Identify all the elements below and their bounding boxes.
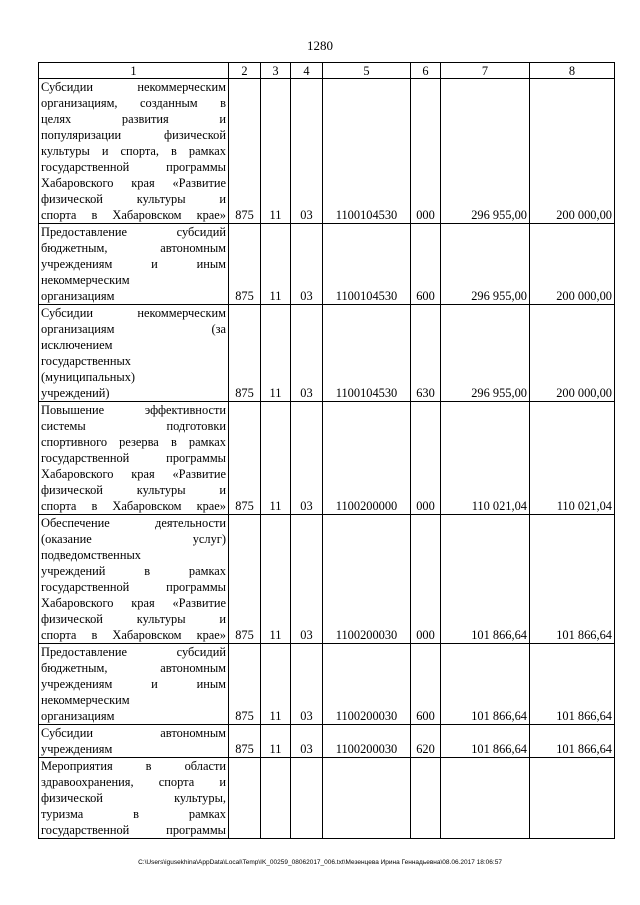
description-line: Предоставление субсидий	[41, 225, 226, 239]
table-row-continued	[39, 758, 615, 839]
amount-2018: 101 866,64	[530, 644, 615, 725]
target-code: 1100200030	[323, 515, 411, 644]
row-description	[39, 402, 229, 515]
table-row	[39, 79, 615, 224]
description-line: учреждений в рамках	[41, 564, 226, 578]
amount-2017: 101 866,64	[441, 515, 530, 644]
empty-cell	[261, 758, 291, 839]
row-description	[39, 305, 229, 402]
column-header: 4	[291, 63, 323, 79]
section-code: 11	[261, 402, 291, 515]
description-line: Мероприятия в области	[41, 759, 226, 773]
empty-cell	[291, 758, 323, 839]
description-line: физической культуры,	[41, 791, 226, 805]
empty-cell	[323, 758, 411, 839]
subsection-code: 03	[291, 305, 323, 402]
subsection-code: 03	[291, 224, 323, 305]
description-line: учреждений)	[41, 386, 110, 400]
description-line: организациям, созданным в	[41, 96, 226, 110]
section-code: 11	[261, 644, 291, 725]
description-line: Повышение эффективности	[41, 403, 226, 417]
description-line: организациям	[41, 709, 115, 723]
description-line: бюджетным, автономным	[41, 241, 226, 255]
description-line: (муниципальных)	[41, 370, 136, 384]
section-code: 11	[261, 725, 291, 758]
description-line: Субсидии некоммерческим	[41, 306, 226, 320]
column-header: 3	[261, 63, 291, 79]
description-line: организациям	[41, 289, 115, 303]
target-code: 1100104530	[323, 224, 411, 305]
subsection-code: 03	[291, 725, 323, 758]
target-code: 1100200000	[323, 402, 411, 515]
admin-code: 875	[229, 725, 261, 758]
description-line: подведомственных	[41, 548, 141, 562]
amount-2018: 101 866,64	[530, 515, 615, 644]
amount-2017: 296 955,00	[441, 224, 530, 305]
column-header: 1	[39, 63, 229, 79]
description-line: (оказание услуг)	[41, 532, 226, 546]
table-row	[39, 725, 615, 758]
description-line: учреждениям и иным	[41, 257, 226, 271]
amount-2018: 200 000,00	[530, 305, 615, 402]
description-line: некоммерческим	[41, 693, 130, 707]
amount-2018: 110 021,04	[530, 402, 615, 515]
amount-2017: 110 021,04	[441, 402, 530, 515]
admin-code: 875	[229, 79, 261, 224]
table-row	[39, 224, 615, 305]
description-line: исключением	[41, 338, 113, 352]
expense-type-code: 000	[411, 402, 441, 515]
empty-cell	[441, 758, 530, 839]
expense-type-code: 000	[411, 79, 441, 224]
description-line: организациям (за	[41, 322, 226, 336]
description-line: спорта в Хабаровском крае»	[41, 628, 226, 642]
description-line: физической культуры и	[41, 612, 226, 626]
target-code: 1100104530	[323, 305, 411, 402]
description-line: Субсидии автономным	[41, 726, 226, 740]
amount-2017: 296 955,00	[441, 79, 530, 224]
description-line: бюджетным, автономным	[41, 661, 226, 675]
table-row	[39, 305, 615, 402]
description-line: спорта в Хабаровском крае»	[41, 208, 226, 222]
section-code: 11	[261, 305, 291, 402]
description-line: Хабаровского края «Развитие	[41, 467, 226, 481]
empty-cell	[411, 758, 441, 839]
file-path-footer: C:\Users\igusekhina\AppData\Local\Temp\IK_00259_08062017_006.txt\Мезенцева Ирина Геннадьевна\08.06.2017 18:06:57	[138, 859, 502, 866]
expense-type-code: 620	[411, 725, 441, 758]
subsection-code: 03	[291, 79, 323, 224]
description-line: государственной программы	[41, 451, 226, 465]
description-line: учреждениям и иным	[41, 677, 226, 691]
column-header: 5	[323, 63, 411, 79]
expense-type-code: 600	[411, 224, 441, 305]
row-description	[39, 224, 229, 305]
description-line: здравоохранения, спорта и	[41, 775, 226, 789]
target-code: 1100200030	[323, 644, 411, 725]
admin-code: 875	[229, 224, 261, 305]
description-line: туризма в рамках	[41, 807, 226, 821]
description-line: некоммерческим	[41, 273, 130, 287]
table-header-row	[39, 63, 615, 79]
section-code: 11	[261, 515, 291, 644]
section-code: 11	[261, 79, 291, 224]
table-row	[39, 644, 615, 725]
row-description	[39, 644, 229, 725]
description-line: Предоставление субсидий	[41, 645, 226, 659]
amount-2017: 296 955,00	[441, 305, 530, 402]
description-line: государственной программы	[41, 160, 226, 174]
expense-type-code: 600	[411, 644, 441, 725]
expense-type-code: 630	[411, 305, 441, 402]
description-line: Хабаровского края «Развитие	[41, 596, 226, 610]
admin-code: 875	[229, 402, 261, 515]
admin-code: 875	[229, 515, 261, 644]
target-code: 1100200030	[323, 725, 411, 758]
row-description	[39, 515, 229, 644]
page-number: 1280	[307, 38, 333, 53]
row-description	[39, 79, 229, 224]
column-header: 7	[441, 63, 530, 79]
empty-cell	[229, 758, 261, 839]
amount-2018: 200 000,00	[530, 224, 615, 305]
description-line: государственных	[41, 354, 132, 368]
column-header: 6	[411, 63, 441, 79]
description-line: спорта в Хабаровском крае»	[41, 499, 226, 513]
description-line: системы подготовки	[41, 419, 226, 433]
column-header: 8	[530, 63, 615, 79]
subsection-code: 03	[291, 402, 323, 515]
description-line: физической культуры и	[41, 483, 226, 497]
subsection-code: 03	[291, 515, 323, 644]
empty-cell	[530, 758, 615, 839]
column-header: 2	[229, 63, 261, 79]
table-row	[39, 515, 615, 644]
description-line: популяризации физической	[41, 128, 226, 142]
admin-code: 875	[229, 644, 261, 725]
description-line: Хабаровского края «Развитие	[41, 176, 226, 190]
description-line: Обеспечение деятельности	[41, 516, 226, 530]
budget-table	[38, 62, 615, 839]
subsection-code: 03	[291, 644, 323, 725]
target-code: 1100104530	[323, 79, 411, 224]
description-line: Субсидии некоммерческим	[41, 80, 226, 94]
description-line: государственной программы	[41, 580, 226, 594]
row-description	[39, 758, 229, 839]
description-line: целях развития и	[41, 112, 226, 126]
description-line: культуры и спорта, в рамках	[41, 144, 226, 158]
description-line: спортивного резерва в рамках	[41, 435, 226, 449]
row-description	[39, 725, 229, 758]
description-line: учреждениям	[41, 742, 113, 756]
section-code: 11	[261, 224, 291, 305]
description-line: государственной программы	[41, 823, 226, 837]
expense-type-code: 000	[411, 515, 441, 644]
amount-2018: 101 866,64	[530, 725, 615, 758]
amount-2017: 101 866,64	[441, 644, 530, 725]
amount-2017: 101 866,64	[441, 725, 530, 758]
table-row	[39, 402, 615, 515]
amount-2018: 200 000,00	[530, 79, 615, 224]
description-line: физической культуры и	[41, 192, 226, 206]
admin-code: 875	[229, 305, 261, 402]
